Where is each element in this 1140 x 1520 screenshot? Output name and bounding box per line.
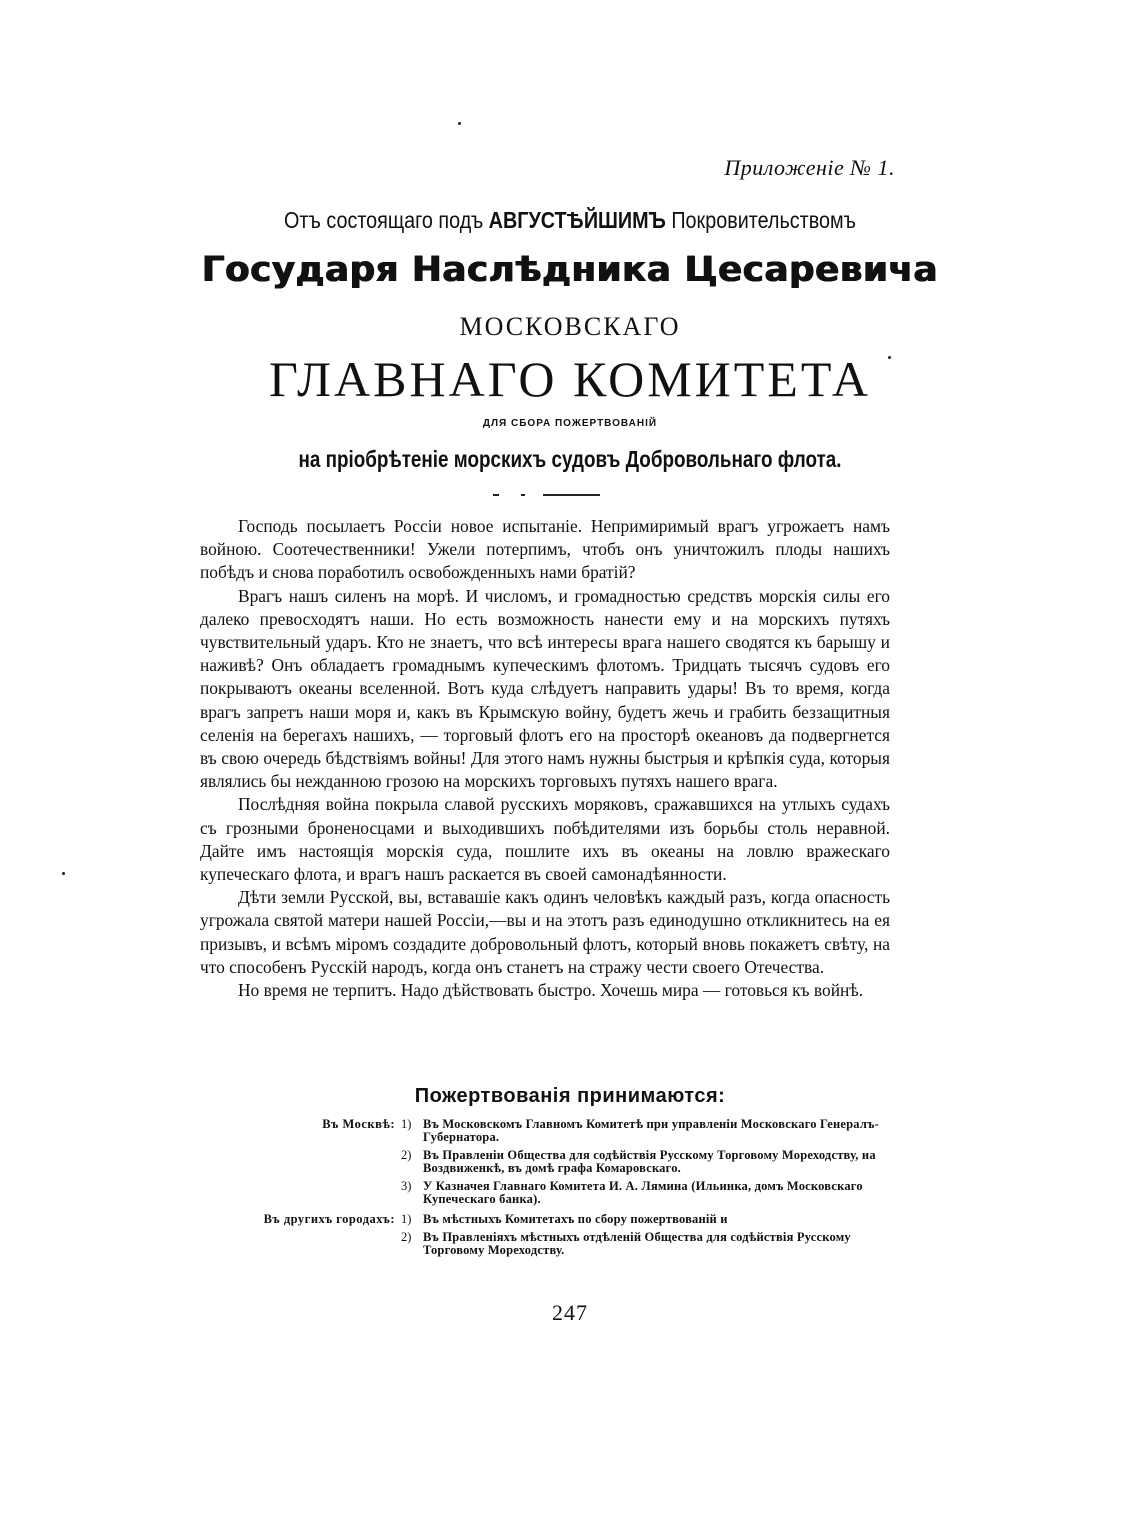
heading-patronage-pre: Отъ состоящаго подъ bbox=[284, 207, 489, 233]
list-item bbox=[401, 1231, 900, 1257]
list-item-number: 2) bbox=[401, 1148, 412, 1162]
heading-moscow: МОСКОВСКАГО bbox=[459, 312, 681, 341]
heading-divider bbox=[493, 494, 600, 496]
heading-patronage-bold: АВГУСТѢЙШИМЪ bbox=[488, 207, 666, 233]
donations-group-other-cities bbox=[190, 1213, 900, 1262]
donations-other-label: Въ другихъ городахъ: bbox=[263, 1212, 395, 1226]
print-speck bbox=[458, 122, 461, 125]
appeal-paragraph: Послѣдняя война покрыла славой русскихъ моряковъ, сражавшихся на утлыхъ судахъ съ грозными броненосцами и выходившихъ побѣдителями изъ борьбы столь неравной. Дайте имъ настоящiя морскiя суда, пошлите ихъ въ океаны на ловлю вражескаго купеческаго флота, и врагъ нашъ раскается въ своей самонадѣянности. bbox=[200, 794, 890, 885]
list-item-text: Въ мѣстныхъ Комитетахъ по сбору пожертвованiй и bbox=[423, 1212, 728, 1226]
donations-list bbox=[190, 1118, 900, 1264]
heading-main-committee: ГЛАВНАГО КОМИТЕТА bbox=[268, 351, 872, 407]
heading-donations-collection: ДЛЯ СБОРА ПОЖЕРТВОВАНIЙ bbox=[482, 418, 658, 429]
list-item-number: 3) bbox=[401, 1179, 412, 1193]
appeal-paragraph: Но время не терпитъ. Надо дѣйствовать быстро. Хочешь мира — готовься къ войнѣ. bbox=[238, 980, 864, 1001]
appeal-paragraph: Господь посылаетъ Россiи новое испытанiе. Непримиримый врагъ угрожаетъ намъ войною. Соотечественники! Ужели потерпимъ, чтобъ онъ уничтожилъ плоды нашихъ побѣдъ и снова поработилъ освобожденныхъ нами братiй? bbox=[200, 516, 890, 583]
list-item bbox=[401, 1149, 900, 1175]
list-item-number: 1) bbox=[401, 1117, 412, 1131]
appeal-text bbox=[200, 515, 890, 1002]
donations-moscow-label: Въ Москвѣ: bbox=[322, 1117, 395, 1131]
appeal-paragraph: Врагъ нашъ силенъ на морѣ. И числомъ, и громадностью средствъ морскiя силы его далеко превосходятъ наши. Но есть возможность нанести ему и на морскихъ путяхъ чувствительный ударъ. Кто не знаетъ, что всѣ интересы врага нашего сводятся къ барышу и наживѣ? Онъ обладаетъ громаднымъ купеческимъ флотомъ. Тридцать тысячъ судовъ его покрываютъ океаны вселенной. Вотъ куда слѣдуетъ направить удары! Въ то время, когда врагъ запретъ наши моря и, какъ въ Крымскую войну, будетъ жечь и грабить беззащитныя селенiя на берегахъ нашихъ, — торговый флотъ его на просторѣ океановъ да подвергнется въ свою очередь бѣдствiямъ войны! Для этого намъ нужны быстрыя и крѣпкiя суда, которыя являлись бы нежданною грозою на морскихъ торговыхъ путяхъ нашего врага. bbox=[200, 585, 890, 792]
list-item bbox=[401, 1180, 900, 1206]
list-item-text: Въ Правленiяхъ мѣстныхъ отдѣленiй Общества для содѣйствiя Русскому Торговому Мореходству. bbox=[423, 1230, 851, 1257]
list-item-text: Въ Правленiи Общества для содѣйствiя Русскому Торговому Мореходству, на Воздвиженкѣ, въ домѣ графа Комаровскаго. bbox=[423, 1148, 876, 1175]
heading-patronage-post: Покровительствомъ bbox=[665, 207, 856, 233]
list-item-number: 1) bbox=[401, 1212, 412, 1226]
donations-group-moscow bbox=[190, 1118, 900, 1211]
heading-tsesarevich: Государя Наслѣдника Цесаревича bbox=[201, 250, 939, 290]
heading-patronage bbox=[80, 207, 1060, 234]
appeal-paragraph: Дѣти земли Русской, вы, вставашiе какъ одинъ человѣкъ каждый разъ, когда опасность угрожала святой матери нашей Россiи,—вы и на этотъ разъ единодушно откликнитесь на ея призывъ, и всѣмъ мiромъ создадите добровольный флотъ, который вновь покажетъ свѣту, на что способенъ Русскiй народъ, когда онъ станетъ на стражу чести своего Отечества. bbox=[200, 887, 890, 977]
list-item-number: 2) bbox=[401, 1230, 412, 1244]
page-number: 247 bbox=[552, 1300, 588, 1325]
list-item-text: У Казначея Главнаго Комитета И. А. Лямина (Ильинка, домъ Московскаго Купеческаго банка). bbox=[423, 1179, 863, 1206]
heading-volunteer-fleet: на прiобрѣтенiе морскихъ судовъ Добровольнаго флота. bbox=[298, 446, 842, 472]
list-item-text: Въ Московскомъ Главномъ Комитетѣ при управленiи Московскаго Генералъ-Губернатора. bbox=[423, 1117, 879, 1144]
donations-title: Пожертвованiя принимаются: bbox=[414, 1085, 726, 1107]
print-speck bbox=[62, 872, 65, 875]
list-item bbox=[401, 1213, 900, 1226]
appendix-label: Приложенiе № 1. bbox=[724, 155, 895, 180]
list-item bbox=[401, 1118, 900, 1144]
